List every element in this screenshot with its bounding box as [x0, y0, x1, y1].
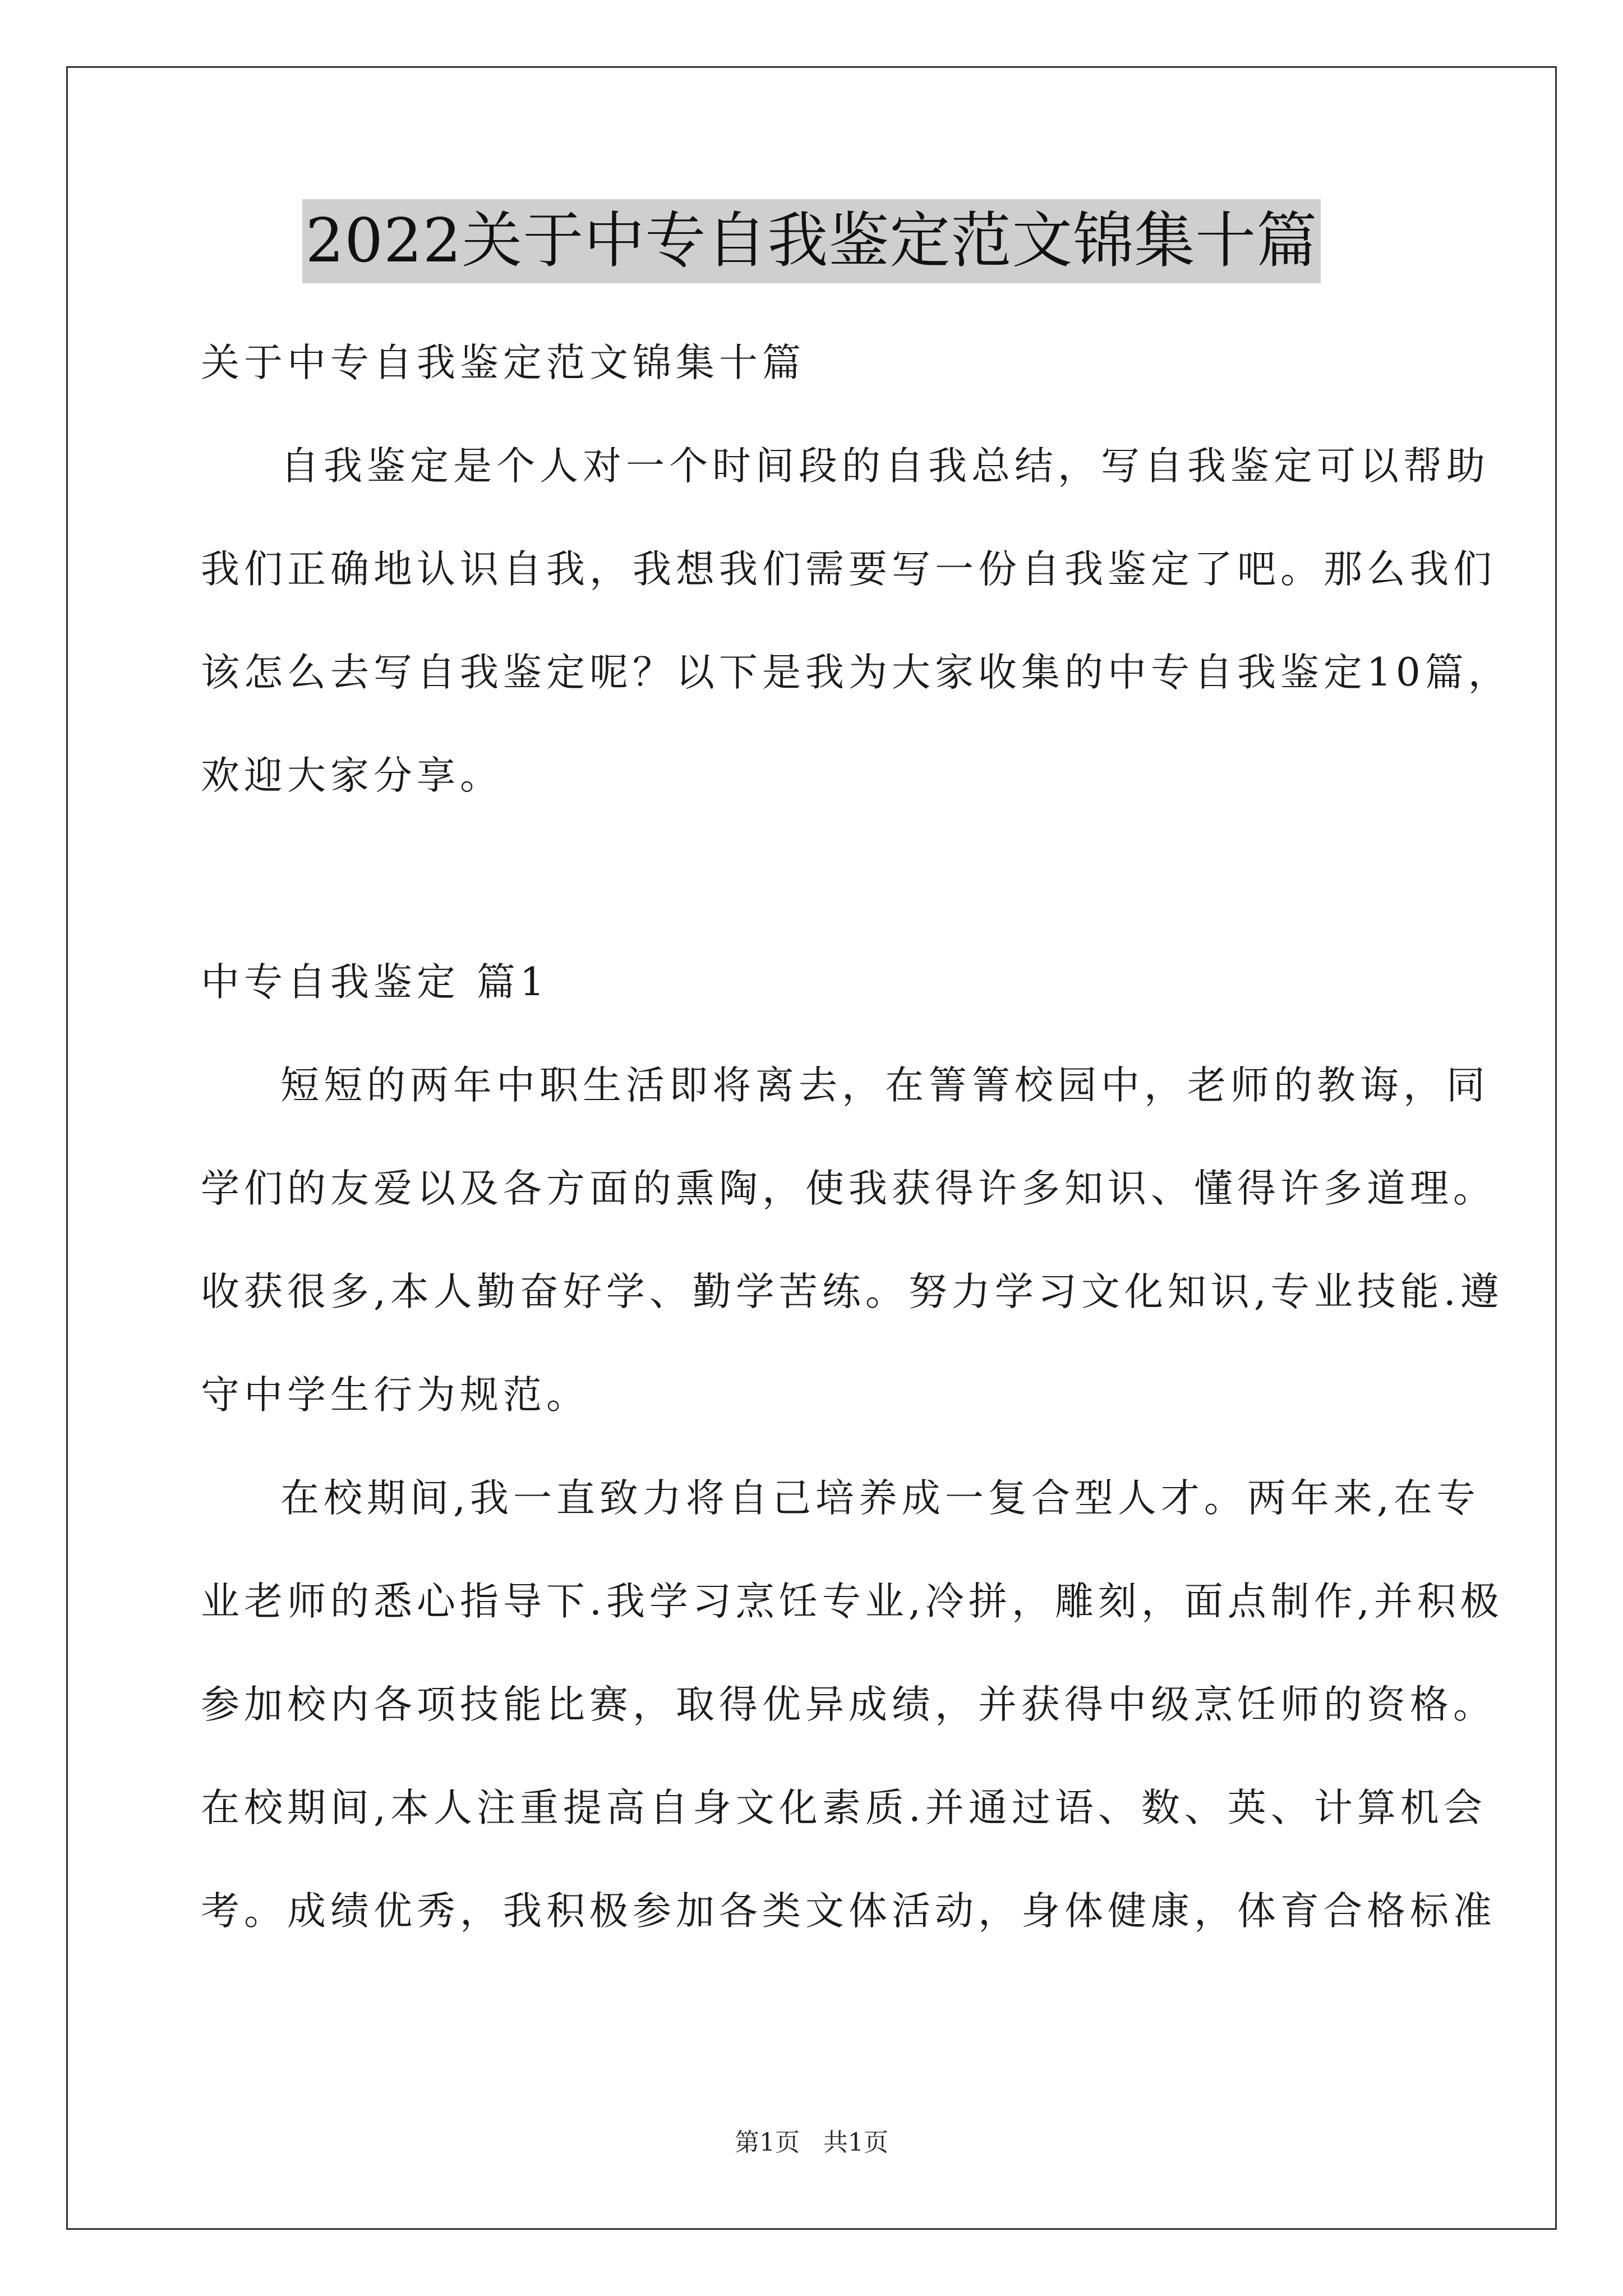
document-subtitle: 关于中专自我鉴定范文锦集十篇 — [201, 341, 805, 385]
intro-line: 自我鉴定是个人对一个时间段的自我总结，写自我鉴定可以帮助 — [280, 444, 1490, 489]
paragraph2-line: 考。成绩优秀，我积极参加各类文体活动，身体健康，体育合格标准 — [201, 1889, 1496, 1934]
paragraph2-line: 参加校内各项技能比赛，取得优异成绩，并获得中级烹饪师的资格。 — [201, 1682, 1496, 1727]
page-footer — [0, 2126, 1623, 2160]
document-title: 2022关于中专自我鉴定范文锦集十篇 — [302, 199, 1321, 283]
paragraph2-line: 在校期间,本人注重提高自身文化素质.并通过语、数、英、计算机会 — [201, 1786, 1487, 1830]
paragraph-gap — [201, 827, 1457, 931]
intro-line: 我们正确地认识自我，我想我们需要写一份自我鉴定了吧。那么我们 — [201, 547, 1496, 592]
paragraph2-line: 业老师的悉心指导下.我学习烹饪专业,冷拼，雕刻，面点制作,并积极 — [201, 1579, 1504, 1624]
paragraph1-line: 学们的友爱以及各方面的熏陶，使我获得许多知识、懂得许多道理。 — [201, 1166, 1496, 1211]
paragraph1-line: 收获很多,本人勤奋好学、勤学苦练。努力学习文化知识,专业技能.遵 — [201, 1269, 1504, 1314]
title-container — [0, 199, 1623, 283]
intro-line: 欢迎大家分享。 — [201, 753, 503, 798]
document-body — [201, 311, 1511, 1963]
paragraph1-line: 短短的两年中职生活即将离去，在箐箐校园中，老师的教诲，同 — [280, 1063, 1490, 1108]
paragraph1-line: 守中学生行为规范。 — [201, 1373, 589, 1418]
page-number: 第1页 共1页 — [735, 2128, 888, 2157]
paragraph2-line: 在校期间,我一直致力将自己培养成一复合型人才。两年来,在专 — [280, 1476, 1480, 1521]
intro-line: 该怎么去写自我鉴定呢？以下是我为大家收集的中专自我鉴定10篇， — [201, 650, 1511, 695]
section-heading: 中专自我鉴定 篇1 — [201, 960, 549, 1005]
